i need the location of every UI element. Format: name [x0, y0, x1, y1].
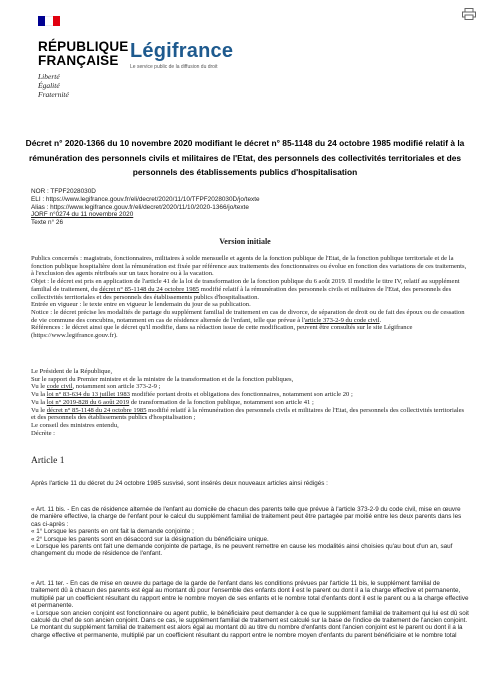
- legifrance-tagline: Le service public de la diffusion du droit: [130, 64, 218, 70]
- version-label: Version initiale: [219, 237, 271, 246]
- visa-text: modifié relatif à la rémunération des personnels civils et militaires de l'Etat, des personnels des collectivités territoriales et des personnels des établissements publics d'hospitalisation ;: [31, 406, 465, 422]
- flag-blue: [38, 16, 45, 26]
- decree-metadata: [31, 188, 471, 227]
- flag-red: [53, 16, 60, 26]
- article-1-intro: [31, 480, 469, 487]
- visa-loi-1983: [31, 391, 469, 399]
- notice: [31, 309, 469, 324]
- loi-1983-link[interactable]: loi n° 83-634 du 13 juillet 1983: [46, 391, 130, 399]
- references: Références : le décret ainsi que le décret qu'il modifie, dans sa rédaction issue de cette modification, peuvent être consultés sur le site Légifrance (https://www.legifrance.gouv.fr).: [31, 324, 413, 340]
- flag-icon: [38, 16, 60, 26]
- objet-text: Objet : le décret est pris en application de l'article 41 de la loi de transformation de la fonction publique du 6 août 2019. Il modifie le titre IV, relatif au supplément familial de traitement, du: [31, 278, 460, 293]
- decret-1985-link[interactable]: décret n° 85-1148 du 24 octobre 1985: [99, 285, 200, 293]
- loi-2019-link[interactable]: loi n° 2019-828 du 6 août 2019: [46, 398, 130, 406]
- notice-section: [31, 255, 469, 340]
- visa-text: , notamment son article 373-2-9 ;: [72, 383, 161, 391]
- jorf-link[interactable]: JORF n°0274 du 11 novembre 2020: [31, 211, 134, 219]
- objet-text-end: modifié relatif à la rémunération des personnels civils et militaires de l'Etat, des personnels des collectivités territoriales et des personnels des établissements publics d'hospitalisation.: [31, 285, 452, 301]
- visas-section: [31, 368, 469, 437]
- flag-white: [45, 16, 52, 26]
- motto-egalite: Égalité: [38, 81, 60, 90]
- notice-text: Notice : le décret précise les modalités de partage du supplément familial de traitement en cas de divorce, de séparation de droit ou de fait des époux ou de cessation de vie commune des concubins, notamment en cas de résidence alternée de l'enfant, telle que prévue à l': [31, 308, 465, 324]
- decrete: Décrète :: [31, 429, 55, 437]
- eli-link[interactable]: ELI : https://www.legifrance.gouv.fr/eli/decret/2020/11/10/TFPF2028030D/jo/texte: [31, 195, 260, 203]
- art-11-ter-para-1: « Art. 11 ter. - En cas de mise en œuvre du partage de la garde de l'enfant dans les conditions prévues par l'article 11 bis, le supplément familial de traitement dû à chacun des parents est égal au montant dû pour l'ensemble des enfants dont il est le parent ou dont il a la charge effective et permanente, multiplié par un coefficient résultant du rapport entre le nombre moyen de ses enfants et le nombre total d'enfants dont il est le parent ou a la charge effective et permanente.: [31, 580, 469, 610]
- motto-fraternite: Fraternité: [38, 90, 69, 99]
- article-intro: Après l'article 11 du décret du 24 octobre 1985 susvisé, sont insérés deux nouveaux articles ainsi rédigés :: [31, 480, 328, 487]
- rf-line-1: RÉPUBLIQUE: [38, 39, 129, 54]
- nor-code: NOR : TFPF2028030D: [31, 188, 96, 195]
- art-11-bis-para-1: « Art. 11 bis. - En cas de résidence alternée de l'enfant au domicile de chacun des parents telle que prévue à l'article 373-2-9 du code civil, mise en œuvre de manière effective, la charge de l'enfant pour le calcul du supplément familial de traitement peut être partagée par moitié entre les deux parents dans les cas ci-après :: [31, 506, 462, 528]
- art-11-bis-para-4: « Lorsque les parents ont fait une demande conjointe de partage, ils ne peuvent remettre en cause les modalités ainsi choisies qu'au bout d'un an, sauf changement du mode de résidence de l'enfant.: [31, 543, 453, 558]
- visa-text: Vu le: [31, 406, 47, 414]
- texte-number: Texte n° 26: [31, 219, 64, 227]
- rf-line-2: FRANÇAISE: [38, 53, 119, 68]
- motto: [38, 72, 118, 99]
- art-11-bis-para-3: « 2° Lorsque les parents sont en désaccord sur la désignation du bénéficiaire unique.: [31, 535, 269, 543]
- visa-decret-1985: [31, 407, 469, 422]
- art-11-bis-para-2: « 1° Lorsque les parents en ont fait la demande conjointe ;: [31, 528, 194, 536]
- visa-text: Vu la: [31, 398, 47, 406]
- visa-code-civil: [31, 383, 469, 391]
- visa-text: Vu la: [31, 391, 47, 399]
- objet: [31, 278, 469, 301]
- decret-1985-visa-link[interactable]: décret n° 85-1148 du 24 octobre 1985: [46, 406, 147, 414]
- rapport: Sur le rapport du Premier ministre et de la ministre de la transformation et de la fonction publiques,: [31, 375, 294, 383]
- visa-text: modifiée portant droits et obligations des fonctionnaires, notamment son article 20 ;: [129, 391, 353, 399]
- publics-concernes: Publics concernés : magistrats, fonctionnaires, militaires à solde mensuelle et agents de la fonction publique de l'Etat, de la fonction publique territoriale et de la fonction publique hospitalière dont la rémunération est fixée par référence aux traitements des fonctionnaires ou évolue en fonction des variations de ces traitements, à l'exclusion des agents rétribués sur un taux horaire ou à la vacation.: [31, 255, 467, 278]
- visa-loi-2019: [31, 399, 469, 407]
- visa-text: de transformation de la fonction publique, notamment son article 41 ;: [129, 398, 314, 406]
- entree-en-vigueur: Entrée en vigueur : le texte entre en vigueur le lendemain du jour de sa publication.: [31, 301, 251, 309]
- notice-text-end: .: [379, 316, 382, 324]
- page-header: [0, 0, 490, 128]
- code-civil-link[interactable]: code civil: [46, 383, 73, 391]
- decree-title: Décret n° 2020-1366 du 10 novembre 2020 modifiant le décret n° 85-1148 du 24 octobre 1985 modifié relatif à la rémunération des personnels civils et militaires de l'Etat, des personnels des collectivités territoriales et des personnels des établissements publics d'hospitalisation: [25, 138, 465, 177]
- motto-liberte: Liberté: [38, 72, 60, 81]
- visa-text: Vu le: [31, 383, 47, 391]
- article-11-bis: [31, 506, 469, 558]
- alias-link[interactable]: Alias : https://www.legifrance.gouv.fr/eli/decret/2020/11/10/2020-1366/jo/texte: [31, 203, 249, 211]
- art-11-ter-para-2: « Lorsque son ancien conjoint est fonctionnaire ou agent public, le bénéficiaire peut demander à ce que le supplément familial de traitement qui lui est dû soit calculé du chef de son ancien conjoint. Dans ce cas, le supplément familial de traitement est calculé sur la base de l'indice de traitement de l'ancien conjoint. Le montant du supplément familial de traitement est alors égal au montant dû au titre du nombre d'enfants dont l'ancien conjoint est le parent ou dont il a la charge effective et permanente, multiplié par un coefficient résultant du rapport entre le nombre moyen d'enfants du parent bénéficiaire et le nombre total: [31, 609, 469, 639]
- legifrance-brand: Légifrance: [130, 40, 234, 62]
- president: Le Président de la République,: [31, 368, 113, 375]
- conseil-ministres: Le conseil des ministres entendu,: [31, 421, 119, 429]
- article-11-ter: [31, 580, 469, 639]
- legifrance-logo[interactable]: [130, 40, 233, 70]
- article-1-heading: Article 1: [31, 456, 65, 466]
- code-civil-article-link[interactable]: article 373-2-9 du code civil: [304, 316, 380, 324]
